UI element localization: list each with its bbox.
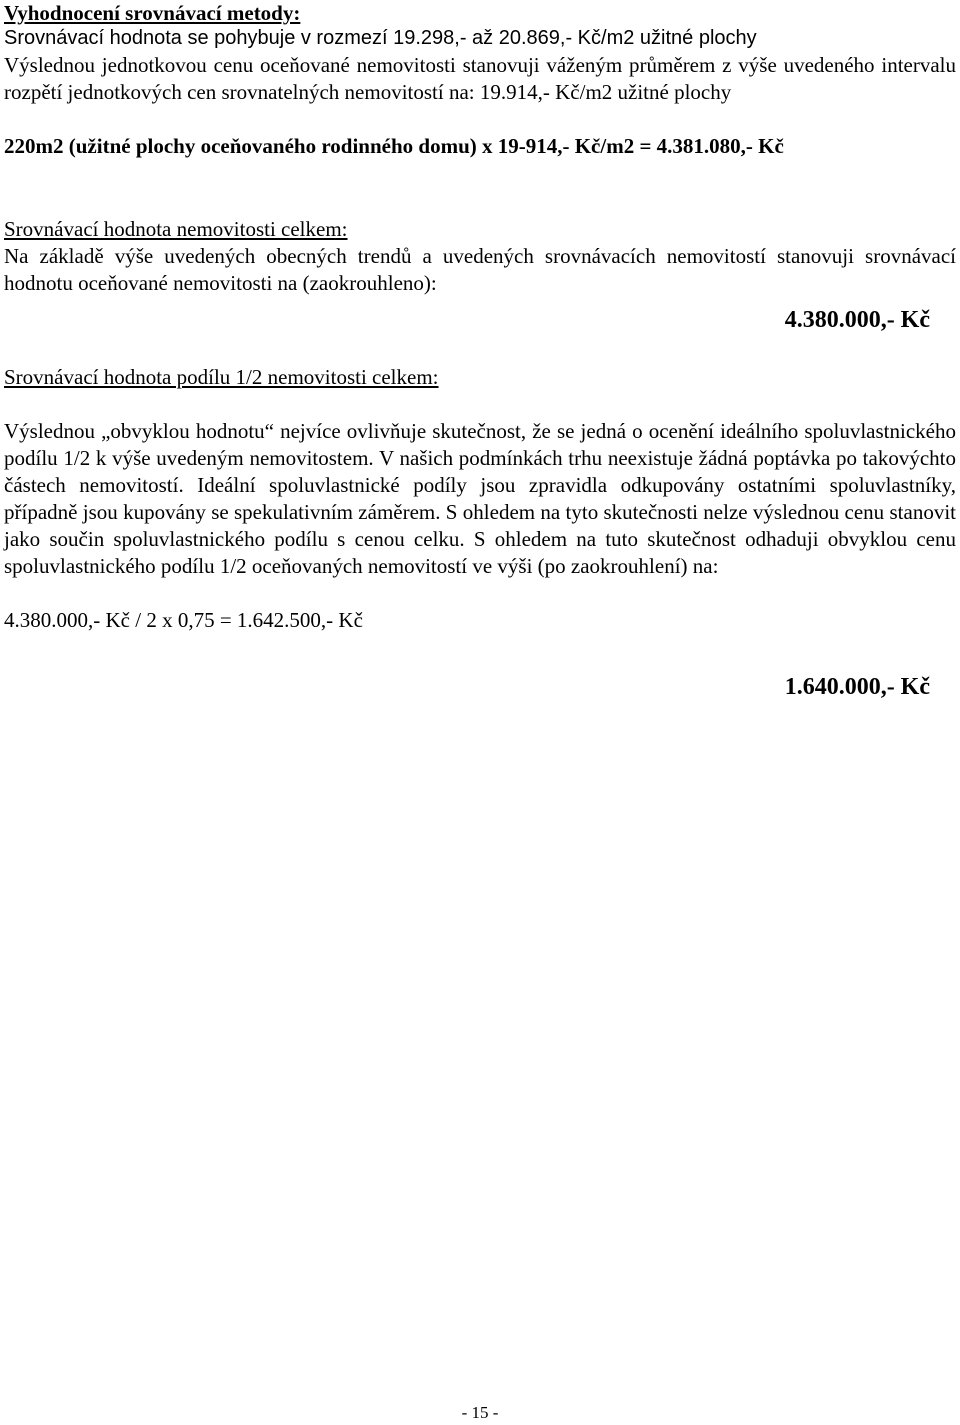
total-value-heading-text: Srovnávací hodnota nemovitosti celkem: (4, 217, 348, 241)
value-calculation-line: 220m2 (užitné plochy oceňovaného rodinného domu) x 19-914,- Kč/m2 = 4.381.080,- Kč (4, 134, 784, 158)
share-value-paragraph: Výslednou „obvyklou hodnotu“ nejvíce ovlivňuje skutečnost, že se jedná o ocenění ideálního spoluvlastnického podílu 1/2 k výše uvedeným nemovitostem. V našich podmínkách trhu neexistuje žádná poptávka po takovýchto částech nemovitostí. Ideální spoluvlastnické podíly jsou zpravidla odkupovány ostatními spoluvlastníky, případně jsou kupovány se spekulativním záměrem. S ohledem na tyto skutečnosti nelze výslednou cenu stanovit jako součin spoluvlastnického podílu s cenou celku. S ohledem na tuto skutečnost odhaduji obvyklou cenu spoluvlastnického podílu 1/2 oceňovaných nemovitostí ve výši (po zaokrouhlení) na: (4, 419, 956, 578)
section-heading-evaluation: Vyhodnocení srovnávací metody: (4, 1, 301, 25)
total-value-paragraph: Na základě výše uvedených obecných trendů a uvedených srovnávacích nemovitostí stanovuji srovnávací hodnotu oceňované nemovitosti na (zaokrouhleno): (4, 244, 956, 295)
total-value-amount: 4.380.000,- Kč (784, 307, 930, 333)
share-value-calculation: 4.380.000,- Kč / 2 x 0,75 = 1.642.500,- Kč (4, 608, 363, 632)
unit-price-text: Výslednou jednotkovou cenu oceňované nemovitosti stanovuji váženým průměrem z výše uvedeného intervalu rozpětí jednotkových cen srovnatelných nemovitostí na: 19.914,- Kč/m2 užitné plochy (4, 53, 956, 104)
unit-price-paragraph (4, 52, 956, 106)
section-heading-total-value (4, 216, 348, 243)
share-value-amount: 1.640.000,- Kč (784, 674, 930, 700)
value-range-line: Srovnávací hodnota se pohybuje v rozmezí 19.298,- až 20.869,- Kč/m2 užitné plochy (4, 27, 757, 49)
page-number: - 15 - (461, 1403, 499, 1422)
section-heading-share-value: Srovnávací hodnota podílu 1/2 nemovitosti celkem: (4, 365, 439, 389)
